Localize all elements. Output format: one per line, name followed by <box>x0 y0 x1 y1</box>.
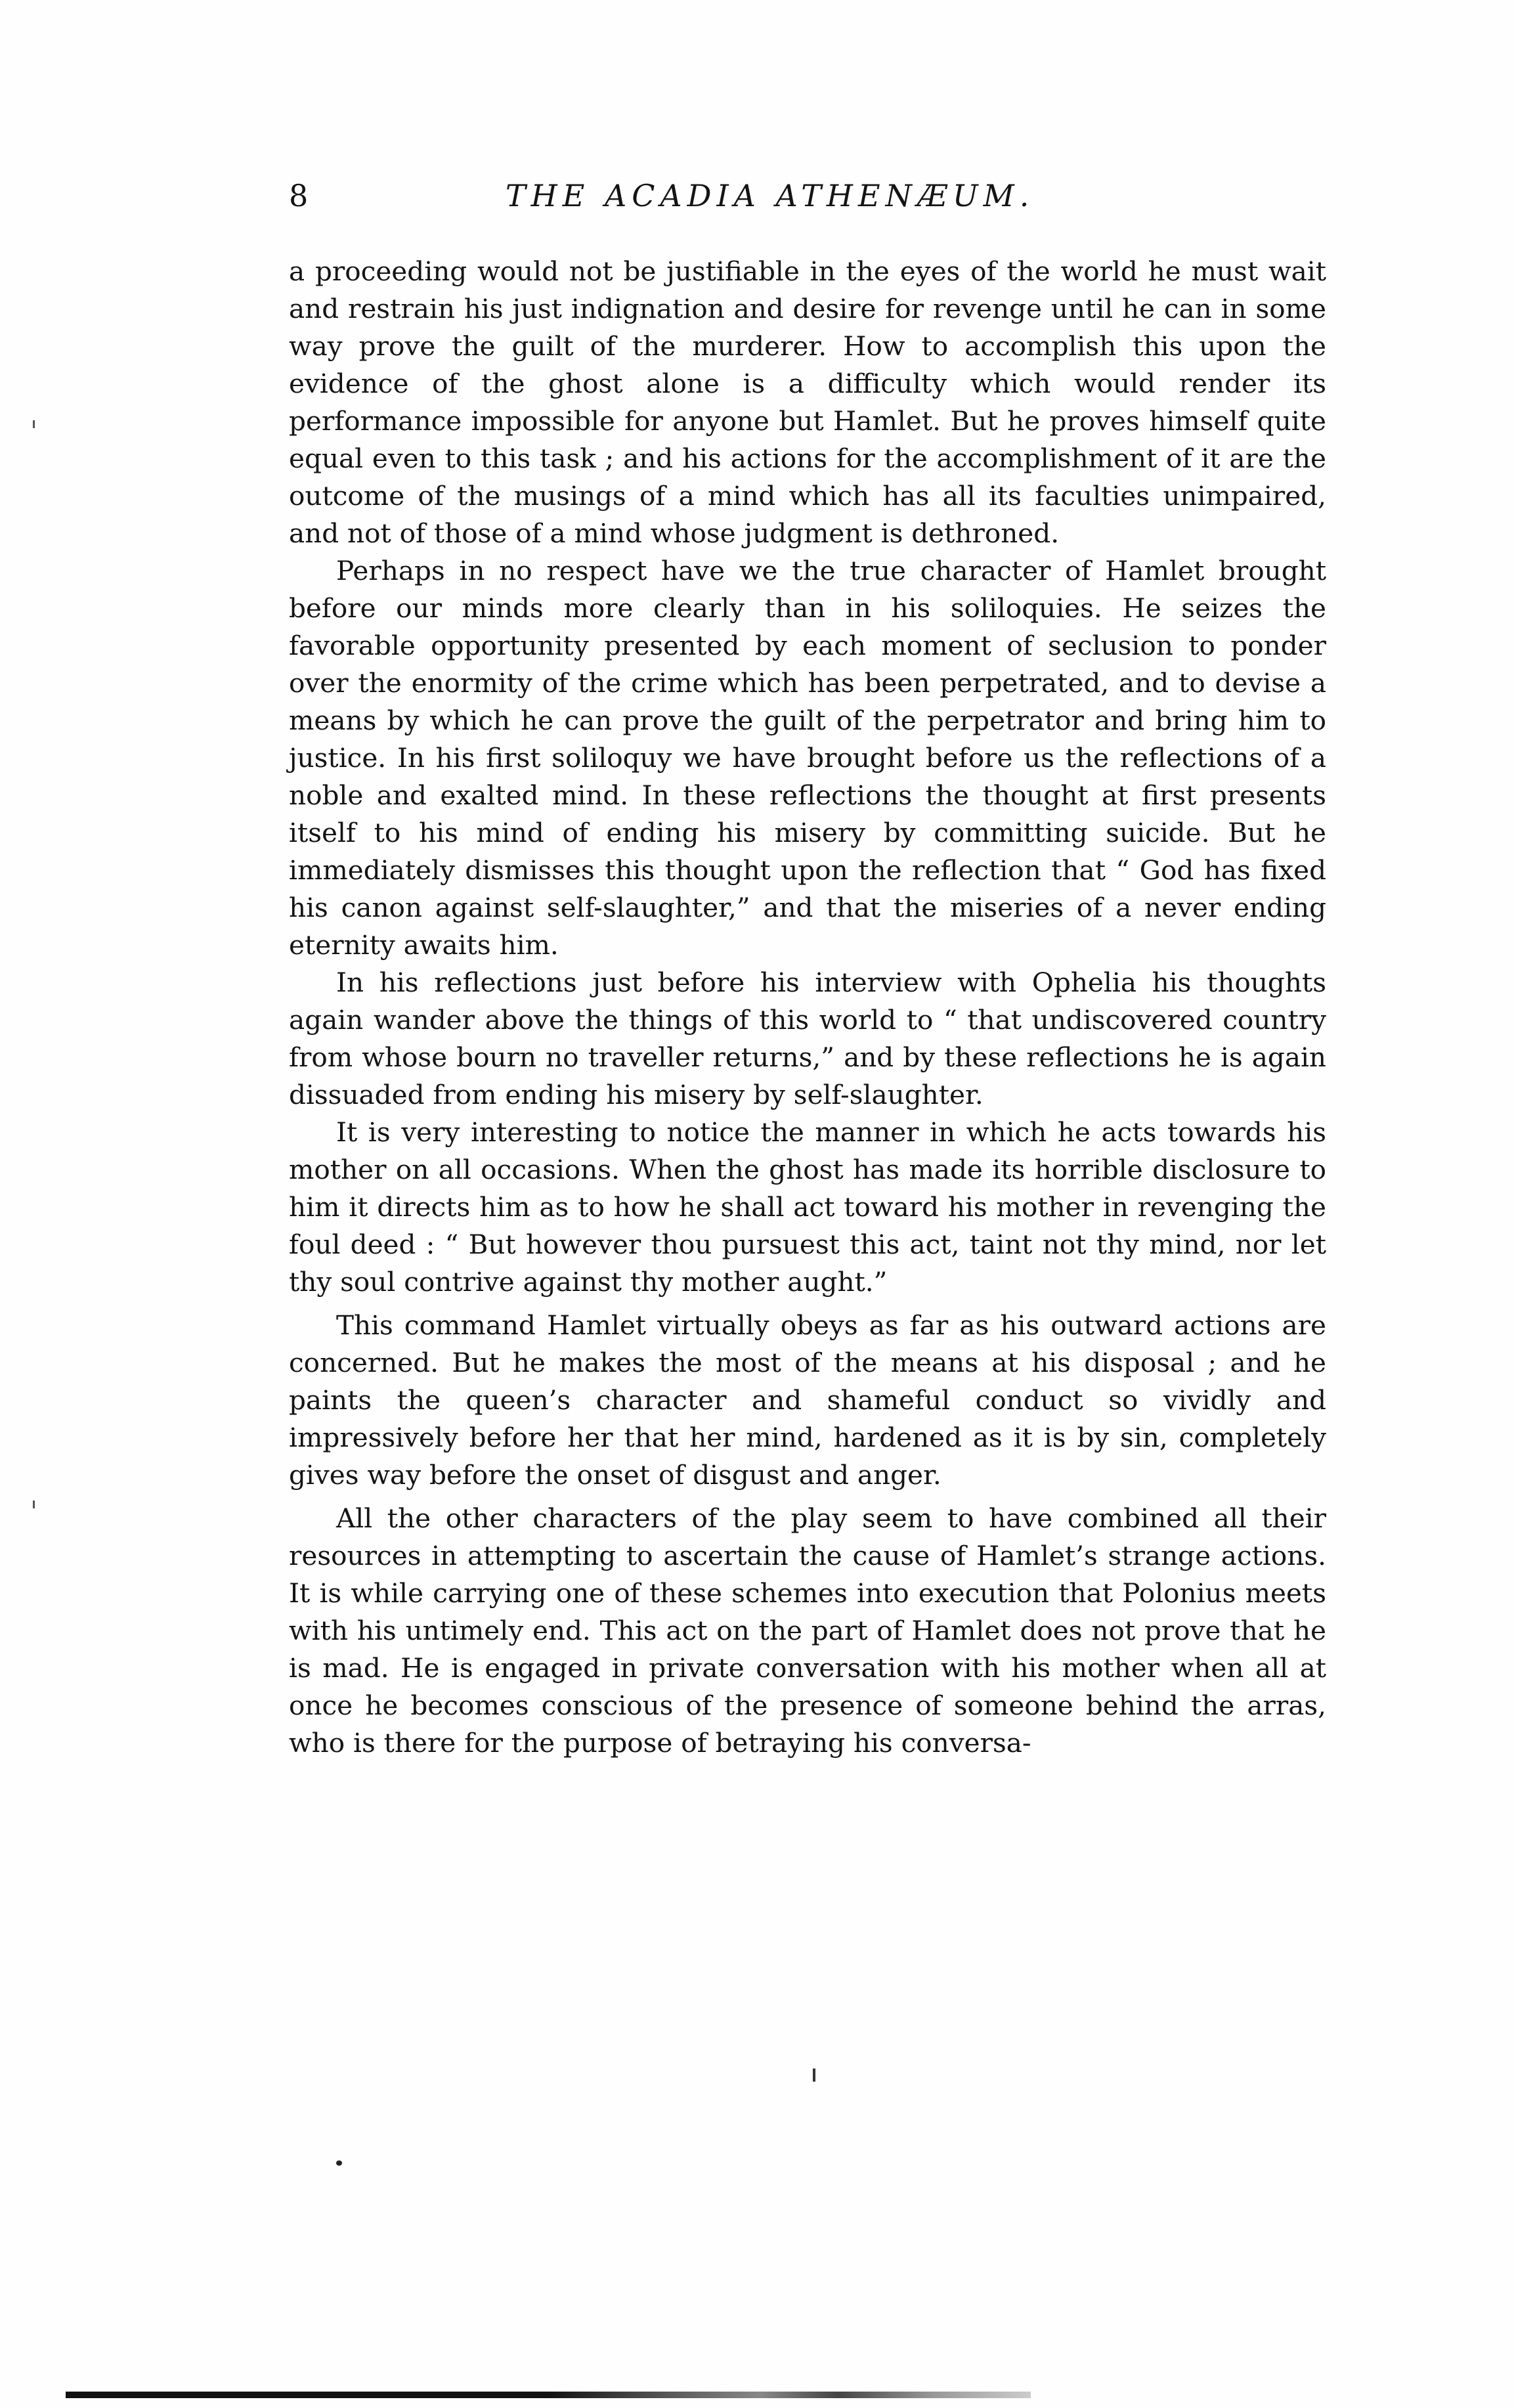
page-number: 8 <box>289 178 310 213</box>
paragraph-6: All the other characters of the play seem to have combined all their resources in attempting to ascertain the cause of Hamlet’s strange actions. It is while carrying one of these schemes into execution that Polonius meets with his untimely end. This act on the part of Hamlet does not prove that he is mad. He is engaged in private conversation with his mother when all at once he becomes conscious of the presence of someone behind the arras, who is there for the purpose of betraying his conversa- <box>289 1502 1326 1759</box>
print-mark <box>813 2069 815 2082</box>
running-title: THE ACADIA ATHENÆUM. <box>506 178 1035 213</box>
margin-mark <box>33 420 35 428</box>
paragraph-4: It is very interesting to notice the manner in which he acts towards his mother on all occasions. When the ghost has made its horrible disclosure to him it directs him as to how he shall act toward his mother in revenging the foul deed : “ But however thou pursuest this act, taint not thy mind, nor let thy soul contrive against thy mother aught.” <box>289 1116 1326 1298</box>
ink-spot <box>336 2160 342 2166</box>
paragraph-1: a proceeding would not be justifiable in the eyes of the world he must wait and restrain his just indignation and desire for revenge until he can in some way prove the guilt of the murderer. How to accomplish this upon the evidence of the ghost alone is a difficulty which would render its performance impossible for anyone but Hamlet. But he proves himself quite equal even to this task ; and his actions for the accomplishment of it are the outcome of the musings of a mind which has all its faculties unimpaired, and not of those of a mind whose judgment is dethroned. <box>289 255 1326 549</box>
paragraph-5: This command Hamlet virtually obeys as far as his outward actions are concerned. But he makes the most of the means at his disposal ; and he paints the queen’s character and shameful conduct so vividly and impressively before her that her mind, hardened as it is by sin, completely gives way before the onset of disgust and anger. <box>289 1309 1326 1491</box>
paragraph-2: Perhaps in no respect have we the true character of Hamlet brought before our minds more clearly than in his soliloquies. He seizes the favorable opportunity presented by each moment of seclusion to ponder over the enormity of the crime which has been perpetrated, and to devise a means by which he can prove the guilt of the perpetrator and bring him to justice. In his first soliloquy we have brought before us the reflections of a noble and exalted mind. In these reflections the thought at first presents itself to his mind of ending his misery by committing suicide. But he immediately dismisses this thought upon the reflection that “ God has fixed his canon against self-slaughter,” and that the miseries of a never ending eternity awaits him. <box>289 555 1326 961</box>
paragraph-3: In his reflections just before his interview with Ophelia his thoughts again wander above the things of this world to “ that undiscovered country from whose bourn no traveller returns,” and by these reflections he is again dissuaded from ending his misery by self-slaughter. <box>289 967 1326 1110</box>
body-text <box>289 253 1326 1762</box>
margin-mark <box>33 1500 35 1508</box>
scan-edge-rule <box>66 2392 1031 2398</box>
page-header <box>289 176 1326 229</box>
